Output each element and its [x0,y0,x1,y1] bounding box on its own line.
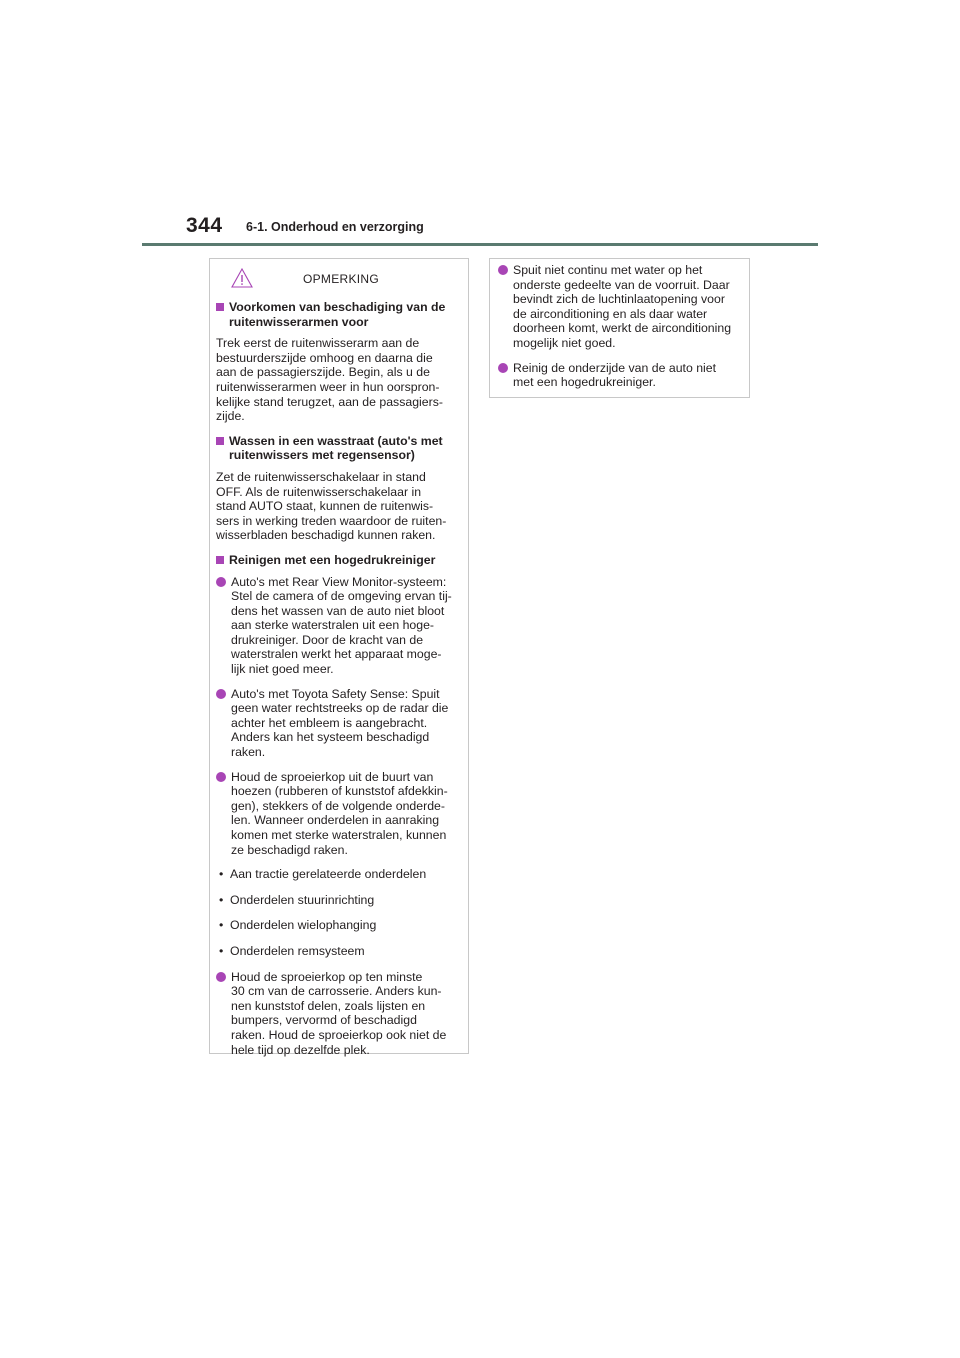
list-item-text: Houd de sproeierkop uit de buurt van hoezen (rubberen of kunststof afdekkin- gen), stekkers of de volgende onderde- len. Wanneer onderdelen in aanraking komen met sterke waterstralen, kunnen ze beschadigd raken. [231,769,448,857]
heading-text: Wassen in een wasstraat (auto's met ruitenwissers met regensensor) [229,433,443,463]
notice-header [216,267,462,291]
list-item [216,687,462,760]
square-bullet-icon [216,303,224,311]
section-heading-pressure-washer [216,553,462,568]
round-bullet-icon [498,265,508,275]
sub-item-text: Onderdelen wielophanging [230,918,377,933]
list-item [216,970,462,1058]
list-item-text: Spuit niet continu met water op het onderste gedeelte van de voorruit. Daar bevindt zich de luchtinlaatopening voor de airconditioning en als daar water doorheen komt, werkt de airconditioning mogelijk niet goed. [513,263,732,350]
paragraph: Zet de ruitenwisserschakelaar in stand OFF. Als de ruitenwisserschakelaar in stand AUTO staat, kunnen de ruitenwis- sers in werking treden waardoor de ruiten- wisserbladen beschadigd kunnen raken. [216,469,447,543]
sub-bullet-mark: • [219,867,224,882]
list-item [498,263,743,351]
section-heading-wiper-arms [216,300,462,329]
sub-list-item [216,867,462,882]
sub-item-text: Aan tractie gerelateerde onderdelen [230,867,427,882]
section-title: 6-1. Onderhoud en verzorging [246,220,424,234]
sub-bullet-mark: • [219,943,224,958]
sub-item-text: Onderdelen remsysteem [230,943,365,958]
header-rule [142,243,818,246]
square-bullet-icon [216,437,224,445]
heading-text: Voorkomen van beschadiging van de ruitenwisserarmen voor [229,300,446,329]
round-bullet-icon [498,363,508,373]
sub-item-text: Onderdelen stuurinrichting [230,892,375,907]
list-item-text: Auto's met Toyota Safety Sense: Spuit geen water rechtstreeks op de radar die achter het embleem is aangebracht. Anders kan het systeem beschadigd raken. [231,686,449,760]
notice-box-left [209,258,469,1057]
paragraph: Trek eerst de ruitenwisserarm aan de bestuurderszijde omhoog en daarna die aan de passagierszijde. Begin, als u de ruitenwisserarmen weer in hun oorspron- kelijke stand terugzet, aan de passagiers- zijde. [216,336,443,424]
round-bullet-icon [216,689,226,699]
page-number: 344 [186,214,223,237]
sub-bullet-mark: • [219,918,224,933]
sub-list-item [216,918,462,933]
caution-triangle-icon [231,267,253,289]
round-bullet-icon [216,577,226,587]
notice-box-right [489,258,750,398]
round-bullet-icon [216,972,226,982]
heading-text: Reinigen met een hogedrukreiniger [229,552,436,567]
sub-list-item [216,893,462,908]
sub-bullet-mark: • [219,892,224,907]
list-item-text: Houd de sproeierkop op ten minste 30 cm van de carrosserie. Anders kun- nen kunststof delen, zoals lijsten en bumpers, vervormd of beschadigd raken. Houd de sproeierkop ook niet de hele tijd op dezelfde plek. [231,969,447,1057]
list-item-text: Auto's met Rear View Monitor-systeem: Stel de camera of de omgeving ervan tij- dens het wassen van de auto niet bloot aan sterke waterstralen uit een hoge- drukreiniger. Door de kracht van de waterstralen werkt het apparaat moge- lijk niet goed meer. [231,574,452,677]
round-bullet-icon [216,772,226,782]
sub-list-item [216,944,462,959]
square-bullet-icon [216,556,224,564]
notice-label: OPMERKING [302,271,380,286]
list-item [498,361,743,390]
section-heading-car-wash [216,434,462,463]
list-item [216,770,462,858]
list-item [216,575,462,677]
list-item-text: Reinig de onderzijde van de auto niet met een hogedrukreiniger. [513,360,717,390]
